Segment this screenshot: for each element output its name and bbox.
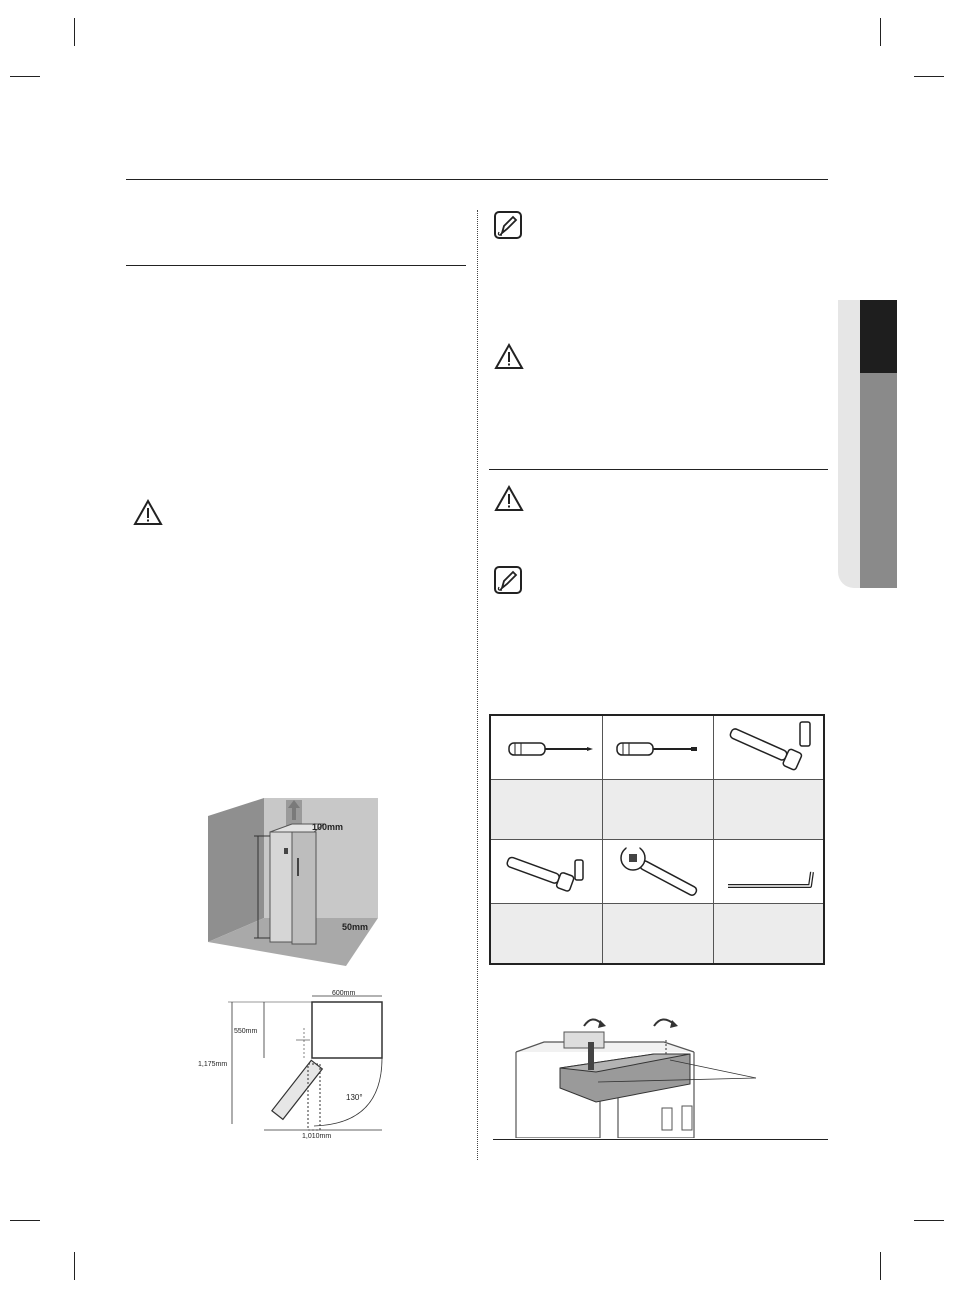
crop-mark: [10, 1220, 40, 1221]
warning-icon: [494, 484, 524, 514]
tool-label-cell: [491, 780, 603, 840]
section-rule-right: [489, 469, 828, 470]
tool-cell-allen-key: [714, 840, 823, 904]
door-open-width-label: 1,010mm: [302, 1133, 332, 1140]
side-tab-active: [860, 300, 897, 373]
crop-mark: [74, 18, 75, 46]
socket-wrench-icon: [714, 716, 823, 780]
tool-label-cell: [603, 904, 714, 963]
tools-table: [489, 714, 825, 965]
clearance-room-figure: [206, 796, 380, 968]
crop-mark: [914, 76, 944, 77]
socket-wrench-small-icon: [491, 840, 603, 904]
adjustable-wrench-icon: [603, 840, 714, 904]
door-open-depth-label: 1,175mm: [198, 1061, 228, 1068]
flat-screwdriver-icon: [603, 716, 714, 780]
tool-label-cell: [603, 780, 714, 840]
side-clearance-label: 50mm: [342, 922, 369, 932]
section-rule-left: [126, 265, 466, 266]
footer-rule-right: [493, 1139, 828, 1140]
tool-cell-adjustable-wrench: [603, 840, 714, 904]
note-icon: [493, 565, 523, 595]
crop-mark: [914, 1220, 944, 1221]
door-opening-figure: [198, 988, 398, 1140]
hinge-removal-figure: [514, 1012, 776, 1138]
tool-cell-phillips-screwdriver: [491, 716, 603, 780]
tool-cell-socket-wrench: [714, 716, 823, 780]
top-clearance-label: 100mm: [312, 822, 344, 832]
allen-key-icon: [714, 840, 823, 904]
crop-mark: [880, 1252, 881, 1280]
tool-label-cell: [491, 904, 603, 963]
tool-cell-socket-wrench-small: [491, 840, 603, 904]
header-rule: [126, 179, 828, 180]
column-divider: [477, 210, 478, 1160]
crop-mark: [880, 18, 881, 46]
phillips-screwdriver-icon: [491, 716, 603, 780]
depth-label: 550mm: [234, 1028, 258, 1035]
tool-label-cell: [714, 780, 823, 840]
crop-mark: [10, 76, 40, 77]
side-tab-inactive: [860, 373, 897, 588]
tool-cell-flat-screwdriver: [603, 716, 714, 780]
warning-icon: [494, 342, 524, 372]
crop-mark: [74, 1252, 75, 1280]
warning-icon: [133, 498, 163, 528]
tool-label-cell: [714, 904, 823, 963]
side-tab-background: [838, 300, 860, 588]
door-angle-label: 130°: [346, 1093, 363, 1102]
width-label: 600mm: [332, 990, 356, 997]
note-icon: [493, 210, 523, 240]
